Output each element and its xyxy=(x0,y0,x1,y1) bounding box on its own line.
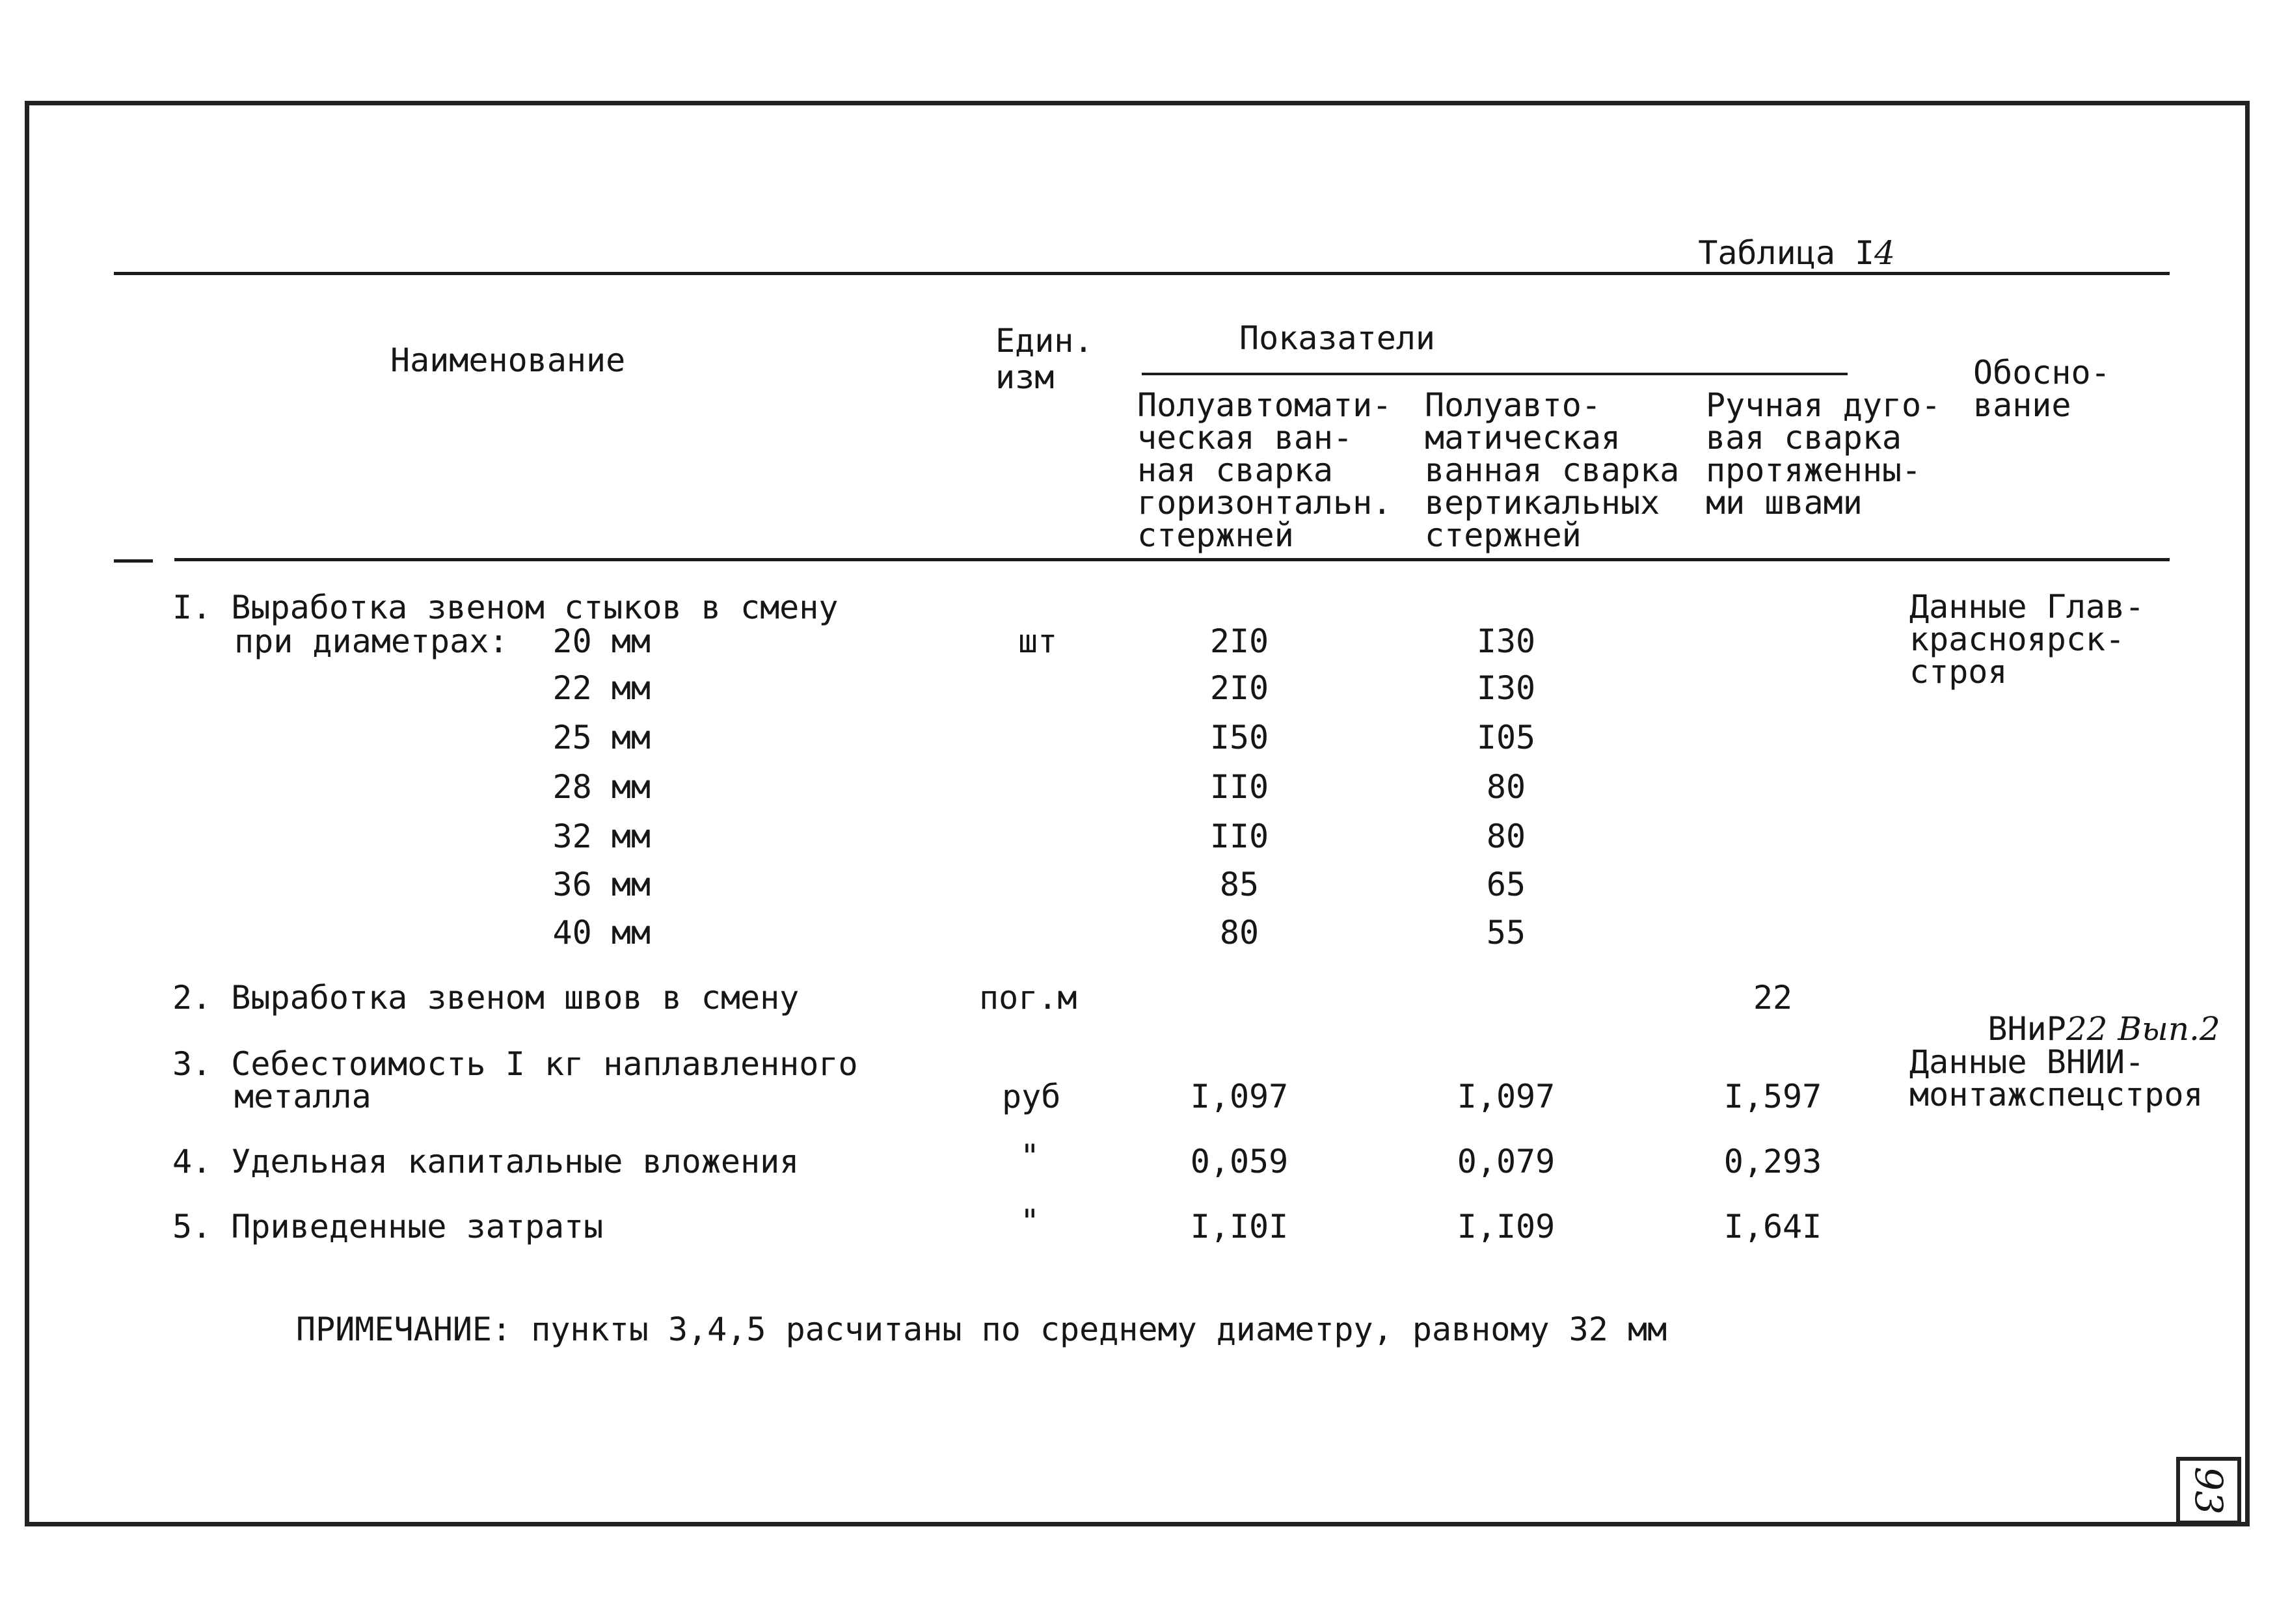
diameter-label: 28 мм xyxy=(552,768,651,806)
diameter-label: 25 мм xyxy=(552,719,651,756)
semi-vertical-value: 80 xyxy=(1486,818,1526,855)
semi-horizontal-value: 85 xyxy=(1219,866,1260,903)
semi-vertical-value: I30 xyxy=(1476,622,1536,660)
header-group: Показатели xyxy=(1239,319,1436,357)
semi-horizontal-value: 2I0 xyxy=(1209,622,1269,660)
row-3-semi-vertical: I,097 xyxy=(1457,1078,1556,1115)
semi-vertical-value: 80 xyxy=(1486,768,1526,806)
semi-vertical-value: 55 xyxy=(1486,914,1526,952)
row-2-basis: ВНиР22 Вып.2 xyxy=(1987,1010,2220,1048)
row-1-label-line1: I. Выработка звеном стыков в смену xyxy=(172,589,839,626)
row-3-label-line2: металла xyxy=(234,1078,371,1115)
row-2-unit: пог.м xyxy=(979,979,1077,1017)
row-4-semi-vertical: 0,079 xyxy=(1457,1143,1556,1180)
row-4-semi-horizontal: 0,059 xyxy=(1190,1143,1289,1180)
row-4-label: 4. Удельная капитальные вложения xyxy=(172,1143,800,1180)
row-3-basis-2: монтажспецстроя xyxy=(1909,1076,2203,1113)
diameter-label: 36 мм xyxy=(552,866,651,903)
row-4-manual: 0,293 xyxy=(1723,1143,1822,1180)
row-5-unit: " xyxy=(1020,1203,1040,1240)
row-2-label: 2. Выработка звеном швов в смену xyxy=(172,979,800,1017)
row-5-manual: I,64I xyxy=(1723,1208,1822,1245)
semi-vertical-value: 65 xyxy=(1486,866,1526,903)
header-bottom-rule-left xyxy=(114,559,153,563)
semi-horizontal-value: 2I0 xyxy=(1209,669,1269,707)
semi-vertical-value: I05 xyxy=(1476,719,1536,756)
row-3-label-line1: 3. Себестоимость I кг наплавленного xyxy=(172,1045,858,1083)
page-number-box xyxy=(2176,1457,2241,1524)
semi-vertical-value: I30 xyxy=(1476,669,1536,707)
semi-horizontal-value: I50 xyxy=(1209,719,1269,756)
row-2-manual: 22 xyxy=(1753,979,1793,1017)
diameter-label: 40 мм xyxy=(552,914,651,952)
row-5-semi-vertical: I,I09 xyxy=(1457,1208,1556,1245)
table-top-rule xyxy=(114,272,2170,275)
diameter-label: 32 мм xyxy=(552,818,651,855)
diameter-label: 20 мм xyxy=(552,622,651,660)
row-4-unit: " xyxy=(1020,1138,1040,1175)
group-header-rule xyxy=(1142,373,1848,375)
row-5-semi-horizontal: I,I0I xyxy=(1190,1208,1289,1245)
semi-horizontal-value: 80 xyxy=(1219,914,1260,952)
row-3-unit: руб xyxy=(1002,1078,1061,1115)
row-5-label: 5. Приведенные затраты xyxy=(172,1208,604,1245)
row-1-basis-3: строя xyxy=(1909,653,2008,691)
table-label: Таблица I4 xyxy=(1698,234,1895,272)
row-3-semi-horizontal: I,097 xyxy=(1190,1078,1289,1115)
semi-horizontal-value: II0 xyxy=(1209,818,1269,855)
row-1-basis-2: красноярск- xyxy=(1909,620,2125,658)
diameter-label: 22 мм xyxy=(552,669,651,707)
header-unit-line1: Един. xyxy=(995,322,1094,360)
row-3-basis-1: Данные ВНИИ- xyxy=(1909,1043,2145,1081)
semi-horizontal-value: II0 xyxy=(1209,768,1269,806)
row-1-unit: шт xyxy=(1018,622,1058,660)
header-unit-line2: изм xyxy=(995,358,1055,396)
page-number: 93 xyxy=(2187,1467,2231,1515)
row-1-basis-1: Данные Глав- xyxy=(1909,588,2145,626)
header-bottom-rule xyxy=(174,558,2170,561)
header-name: Наименование xyxy=(390,341,626,379)
row-3-manual: I,597 xyxy=(1723,1078,1822,1115)
footnote: ПРИМЕЧАНИЕ: пункты 3,4,5 расчитаны по среднему диаметру, равному 32 мм xyxy=(296,1311,1667,1348)
row-1-label-line2: при диаметрах: xyxy=(234,622,509,660)
